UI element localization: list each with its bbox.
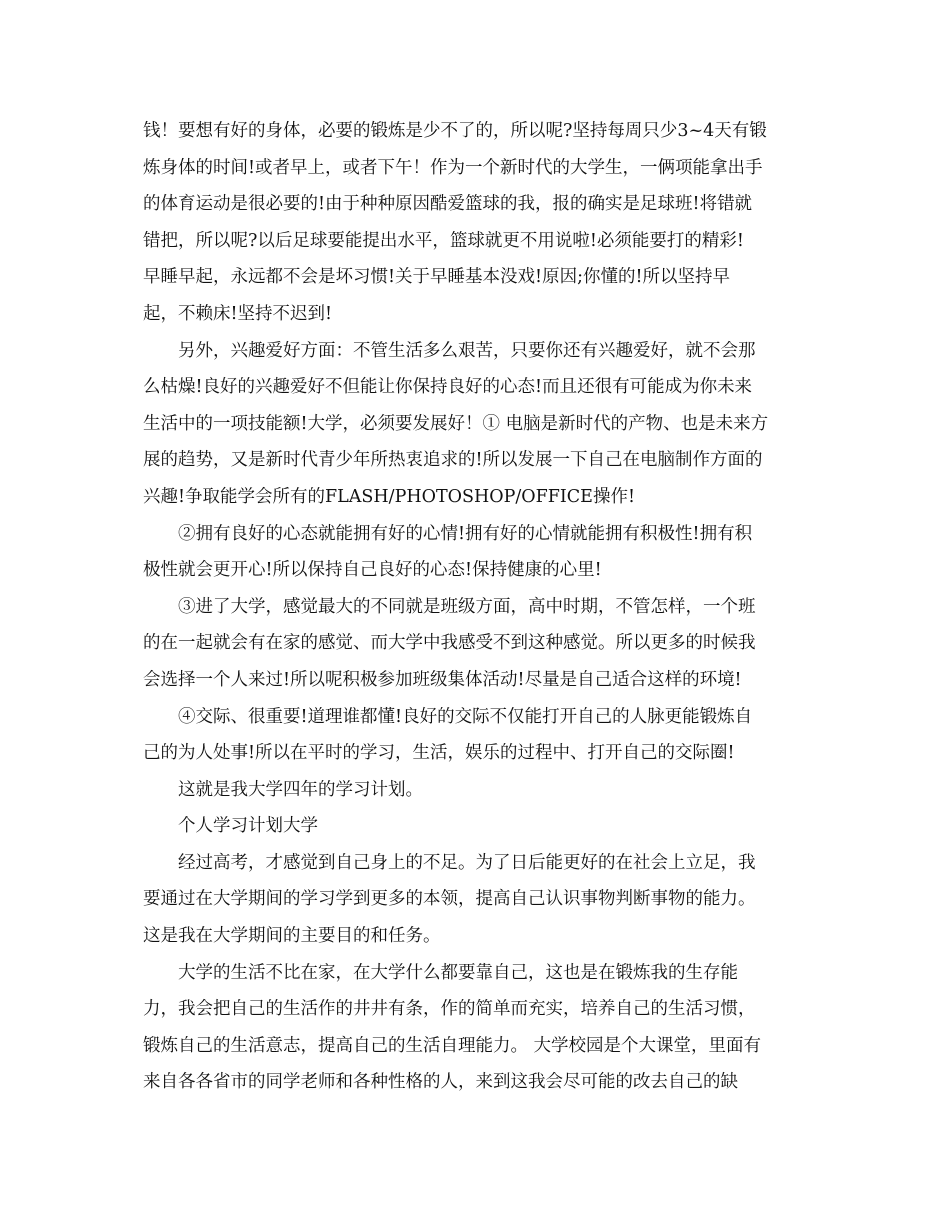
text-line: 锻炼自己的生活意志，提高自己的生活自理能力。 大学校园是个大课堂，里面有 (143, 1035, 762, 1056)
text-line: 么枯燥!良好的兴趣爱好不但能让你保持良好的心态!而且还很有可能成为你未来 (143, 377, 753, 398)
text-line: 兴趣!争取能学会所有的FLASH/PHOTOSHOP/OFFICE操作! (143, 486, 635, 507)
text-line: 会选择一个人来过!所以呢积极参加班级集体活动!尽量是自己适合这样的环境! (143, 669, 742, 690)
text-line: 这是我在大学期间的主要目的和任务。 (143, 926, 441, 947)
text-line: 这就是我大学四年的学习计划。 (178, 779, 423, 800)
text-line: ④交际、很重要!道理谁都懂!良好的交际不仅能打开自己的人脉更能锻炼自 (178, 706, 753, 727)
text-line: 起，不赖床!坚持不迟到! (143, 303, 333, 324)
text-line: 己的为人处事!所以在平时的学习，生活，娱乐的过程中、打开自己的交际圈! (143, 743, 735, 764)
text-line: 早睡早起，永远都不会是坏习惯!关于早睡基本没戏!原因;你懂的!所以坚持早 (143, 267, 730, 288)
text-line: 大学的生活不比在家，在大学什么都要靠自己，这也是在锻炼我的生存能 (178, 962, 738, 983)
text-line: 生活中的一项技能额!大学，必须要发展好！① 电脑是新时代的产物、也是未来方 (143, 413, 769, 434)
section-heading: 个人学习计划大学 (178, 816, 318, 837)
text-line: ②拥有良好的心态就能拥有好的心情!拥有好的心情就能拥有积极性!拥有积 (178, 523, 753, 544)
text-line: 展的趋势，又是新时代青少年所热衷追求的!所以发展一下自己在电脑制作方面的 (143, 450, 763, 471)
text-line: 来自各各省市的同学老师和各种性格的人，来到这我会尽可能的改去自己的缺 (143, 1072, 738, 1093)
document-body (143, 113, 815, 1101)
text-line: 极性就会更开心!所以保持自己良好的心态!保持健康的心里! (143, 560, 602, 581)
text-line: 错把，所以呢?以后足球要能提出水平，篮球就更不用说啦!必须能要打的精彩! (143, 230, 744, 251)
text-line: 力，我会把自己的生活作的井井有条，作的简单而充实，培养自己的生活习惯， (143, 999, 756, 1020)
text-line: 炼身体的时间!或者早上，或者下午！作为一个新时代的大学生，一俩项能拿出手 (143, 157, 763, 178)
text-line: 另外，兴趣爱好方面：不管生活多么艰苦，只要你还有兴趣爱好，就不会那 (178, 340, 756, 361)
text-line: 经过高考，才感觉到自己身上的不足。为了日后能更好的在社会上立足，我 (178, 852, 756, 873)
text-line: 要通过在大学期间的学习学到更多的本领，提高自己认识事物判断事物的能力。 (143, 889, 756, 910)
text-line: 的在一起就会有在家的感觉、而大学中我感受不到这种感觉。所以更多的时候我 (143, 633, 756, 654)
text-line: 钱！要想有好的身体，必要的锻炼是少不了的，所以呢?坚持每周只少3~4天有锻 (143, 121, 767, 141)
text-line: ③进了大学，感觉最大的不同就是班级方面，高中时期，不管怎样，一个班 (178, 596, 756, 617)
text-line: 的体育运动是很必要的!由于种种原因酷爱篮球的我，报的确实是足球班!将错就 (143, 194, 753, 215)
